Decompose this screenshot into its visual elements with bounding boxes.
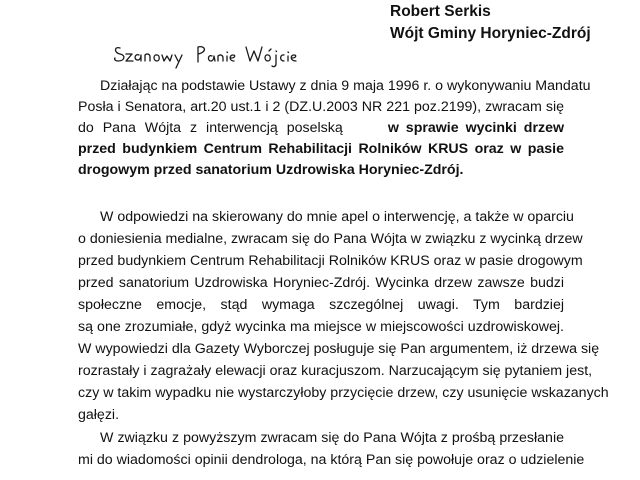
text-segment: do Pana Wójta z interwencją poselską	[78, 120, 343, 136]
bold-subject-line: drogowym przed sanatorium Uzdrowiska Horyniec-Zdrój.	[78, 162, 464, 178]
text-line: W związku z powyższym zwracam się do Pana Wójta z prośbą przesłanie	[100, 430, 564, 446]
text-line: W odpowiedzi na skierowany do mnie apel o interwencję, a także w oparciu	[100, 209, 574, 225]
recipient-title: Wójt Gminy Horyniec-Zdrój	[390, 25, 591, 42]
bold-subject: w sprawie wycinki drzew	[387, 120, 564, 136]
text-line: przed budynkiem Centrum Rehabilitacji Rolników KRUS oraz w pasie drogowym	[78, 253, 583, 269]
text-line: czy w takim wypadku nie wystarczyłoby przycięcie drzew, czy usunięcie wskazanych	[78, 385, 609, 401]
handwritten-greeting	[112, 40, 302, 70]
text-line: o doniesienia medialne, zwracam się do Pana Wójta w związku z wycinką drzew	[78, 231, 583, 247]
text-line: są one zrozumiałe, gdyż wycinka ma miejsce w miejscowości uzdrowiskowej.	[78, 319, 564, 335]
text-line	[78, 118, 564, 138]
recipient-name: Robert Serkis	[390, 3, 491, 20]
text-line: przed sanatorium Uzdrowiska Horyniec-Zdrój. Wycinka drzew zawsze budzi	[78, 275, 564, 291]
text-line: społeczne emocje, stąd wymaga szczególnej uwagi. Tym bardziej	[78, 297, 564, 313]
text-line: W wypowiedzi dla Gazety Wyborczej posługuje się Pan argumentem, iż drzewa się	[78, 341, 600, 357]
text-line: rozrastały i zagrażały elewacji oraz kuracjuszom. Narzucającym się pytaniem jest,	[78, 363, 593, 379]
bold-subject-line: przed budynkiem Centrum Rehabilitacji Rolników KRUS oraz w pasie	[78, 141, 564, 157]
text-line: mi do wiadomości opinii dendrologa, na którą Pan się powołuje oraz o udzielenie	[78, 452, 585, 468]
text-line: Posła i Senatora, art.20 ust.1 i 2 (DZ.U.2003 NR 221 poz.2199), zwracam się	[78, 99, 564, 115]
text-line: Działając na podstawie Ustawy z dnia 9 maja 1996 r. o wykonywaniu Mandatu	[100, 78, 591, 94]
text-line: gałęzi.	[78, 407, 120, 423]
